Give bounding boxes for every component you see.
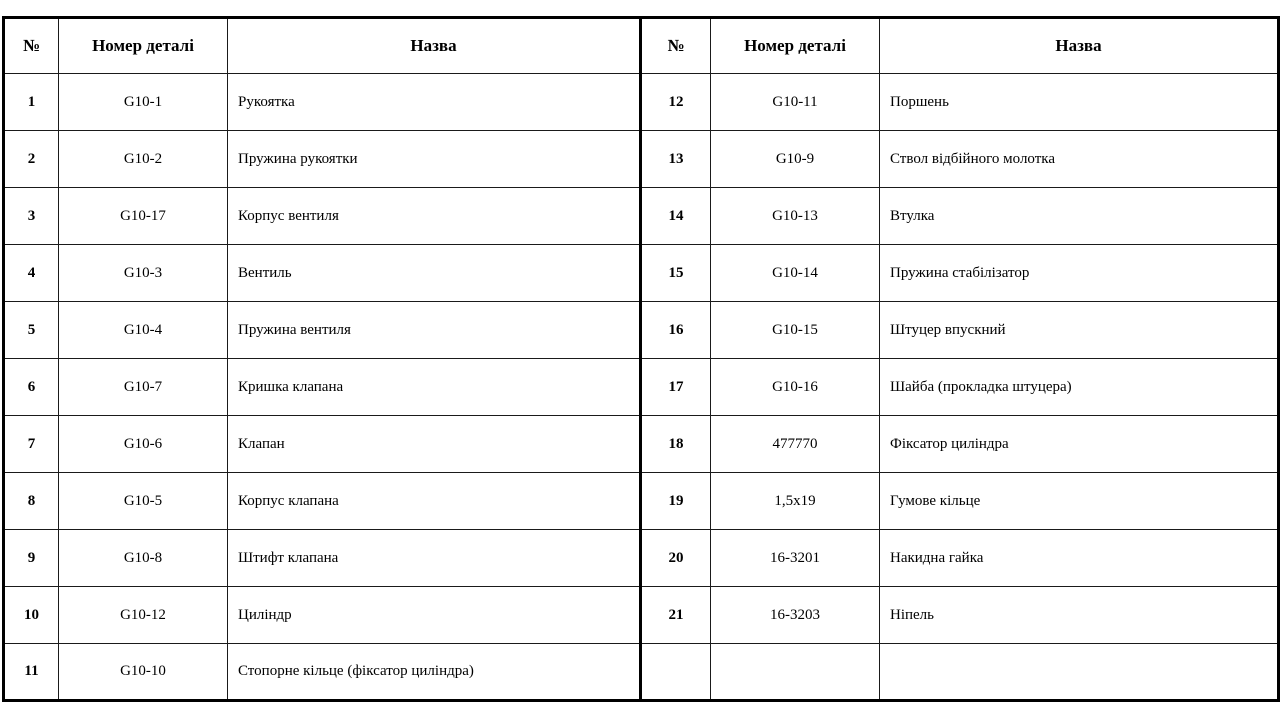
part-number-cell: G10-9 <box>711 131 880 188</box>
part-number-cell: 477770 <box>711 416 880 473</box>
row-number-cell: 7 <box>4 416 59 473</box>
part-name-cell: Корпус вентиля <box>228 188 641 245</box>
table-row <box>4 245 1279 302</box>
row-number-cell: 12 <box>641 74 711 131</box>
part-name-cell: Стопорне кільце (фіксатор циліндра) <box>228 644 641 701</box>
part-name-cell <box>880 644 1279 701</box>
row-number-cell: 4 <box>4 245 59 302</box>
parts-table-body <box>4 74 1279 701</box>
part-number-cell: G10-13 <box>711 188 880 245</box>
row-number-cell: 21 <box>641 587 711 644</box>
parts-list-table <box>2 16 1280 702</box>
part-number-cell: G10-15 <box>711 302 880 359</box>
part-name-cell: Ніпель <box>880 587 1279 644</box>
part-name-cell: Корпус клапана <box>228 473 641 530</box>
part-number-cell: G10-3 <box>59 245 228 302</box>
row-number-cell: 20 <box>641 530 711 587</box>
part-name-cell: Пружина вентиля <box>228 302 641 359</box>
part-number-cell: G10-7 <box>59 359 228 416</box>
part-number-cell: G10-16 <box>711 359 880 416</box>
row-number-cell: 9 <box>4 530 59 587</box>
part-name-cell: Пружина рукоятки <box>228 131 641 188</box>
table-row <box>4 74 1279 131</box>
row-number-cell: 15 <box>641 245 711 302</box>
part-name-cell: Штуцер впускний <box>880 302 1279 359</box>
part-name-cell: Циліндр <box>228 587 641 644</box>
part-number-cell: 1,5x19 <box>711 473 880 530</box>
table-row <box>4 644 1279 701</box>
table-row <box>4 359 1279 416</box>
row-number-cell: 1 <box>4 74 59 131</box>
part-number-cell: G10-17 <box>59 188 228 245</box>
table-row <box>4 188 1279 245</box>
row-number-cell: 17 <box>641 359 711 416</box>
header-row <box>4 18 1279 74</box>
part-name-cell: Поршень <box>880 74 1279 131</box>
part-name-cell: Шайба (прокладка штуцера) <box>880 359 1279 416</box>
table-row <box>4 530 1279 587</box>
part-number-cell: 16-3203 <box>711 587 880 644</box>
part-number-cell: G10-4 <box>59 302 228 359</box>
part-name-cell: Вентиль <box>228 245 641 302</box>
part-number-cell: G10-10 <box>59 644 228 701</box>
header-part-number-right: Номер деталі <box>711 18 880 74</box>
part-name-cell: Пружина стабілізатор <box>880 245 1279 302</box>
table-row <box>4 131 1279 188</box>
table-row <box>4 302 1279 359</box>
part-number-cell <box>711 644 880 701</box>
part-name-cell: Штифт клапана <box>228 530 641 587</box>
row-number-cell: 8 <box>4 473 59 530</box>
row-number-cell: 6 <box>4 359 59 416</box>
row-number-cell: 11 <box>4 644 59 701</box>
part-number-cell: G10-11 <box>711 74 880 131</box>
part-number-cell: G10-5 <box>59 473 228 530</box>
row-number-cell: 16 <box>641 302 711 359</box>
part-name-cell: Втулка <box>880 188 1279 245</box>
part-number-cell: G10-6 <box>59 416 228 473</box>
part-number-cell: G10-14 <box>711 245 880 302</box>
header-name-left: Назва <box>228 18 641 74</box>
row-number-cell: 14 <box>641 188 711 245</box>
part-number-cell: G10-8 <box>59 530 228 587</box>
part-number-cell: G10-12 <box>59 587 228 644</box>
header-name-right: Назва <box>880 18 1279 74</box>
row-number-cell: 3 <box>4 188 59 245</box>
part-name-cell: Рукоятка <box>228 74 641 131</box>
table-header <box>4 18 1279 74</box>
part-number-cell: G10-2 <box>59 131 228 188</box>
part-name-cell: Накидна гайка <box>880 530 1279 587</box>
row-number-cell <box>641 644 711 701</box>
part-name-cell: Кришка клапана <box>228 359 641 416</box>
row-number-cell: 18 <box>641 416 711 473</box>
header-number-right: № <box>641 18 711 74</box>
table-row <box>4 416 1279 473</box>
part-number-cell: 16-3201 <box>711 530 880 587</box>
part-name-cell: Гумове кільце <box>880 473 1279 530</box>
row-number-cell: 10 <box>4 587 59 644</box>
part-name-cell: Фіксатор циліндра <box>880 416 1279 473</box>
table-row <box>4 587 1279 644</box>
header-part-number-left: Номер деталі <box>59 18 228 74</box>
row-number-cell: 13 <box>641 131 711 188</box>
row-number-cell: 5 <box>4 302 59 359</box>
part-name-cell: Клапан <box>228 416 641 473</box>
part-number-cell: G10-1 <box>59 74 228 131</box>
row-number-cell: 19 <box>641 473 711 530</box>
table-row <box>4 473 1279 530</box>
part-name-cell: Ствол відбійного молотка <box>880 131 1279 188</box>
row-number-cell: 2 <box>4 131 59 188</box>
header-number-left: № <box>4 18 59 74</box>
